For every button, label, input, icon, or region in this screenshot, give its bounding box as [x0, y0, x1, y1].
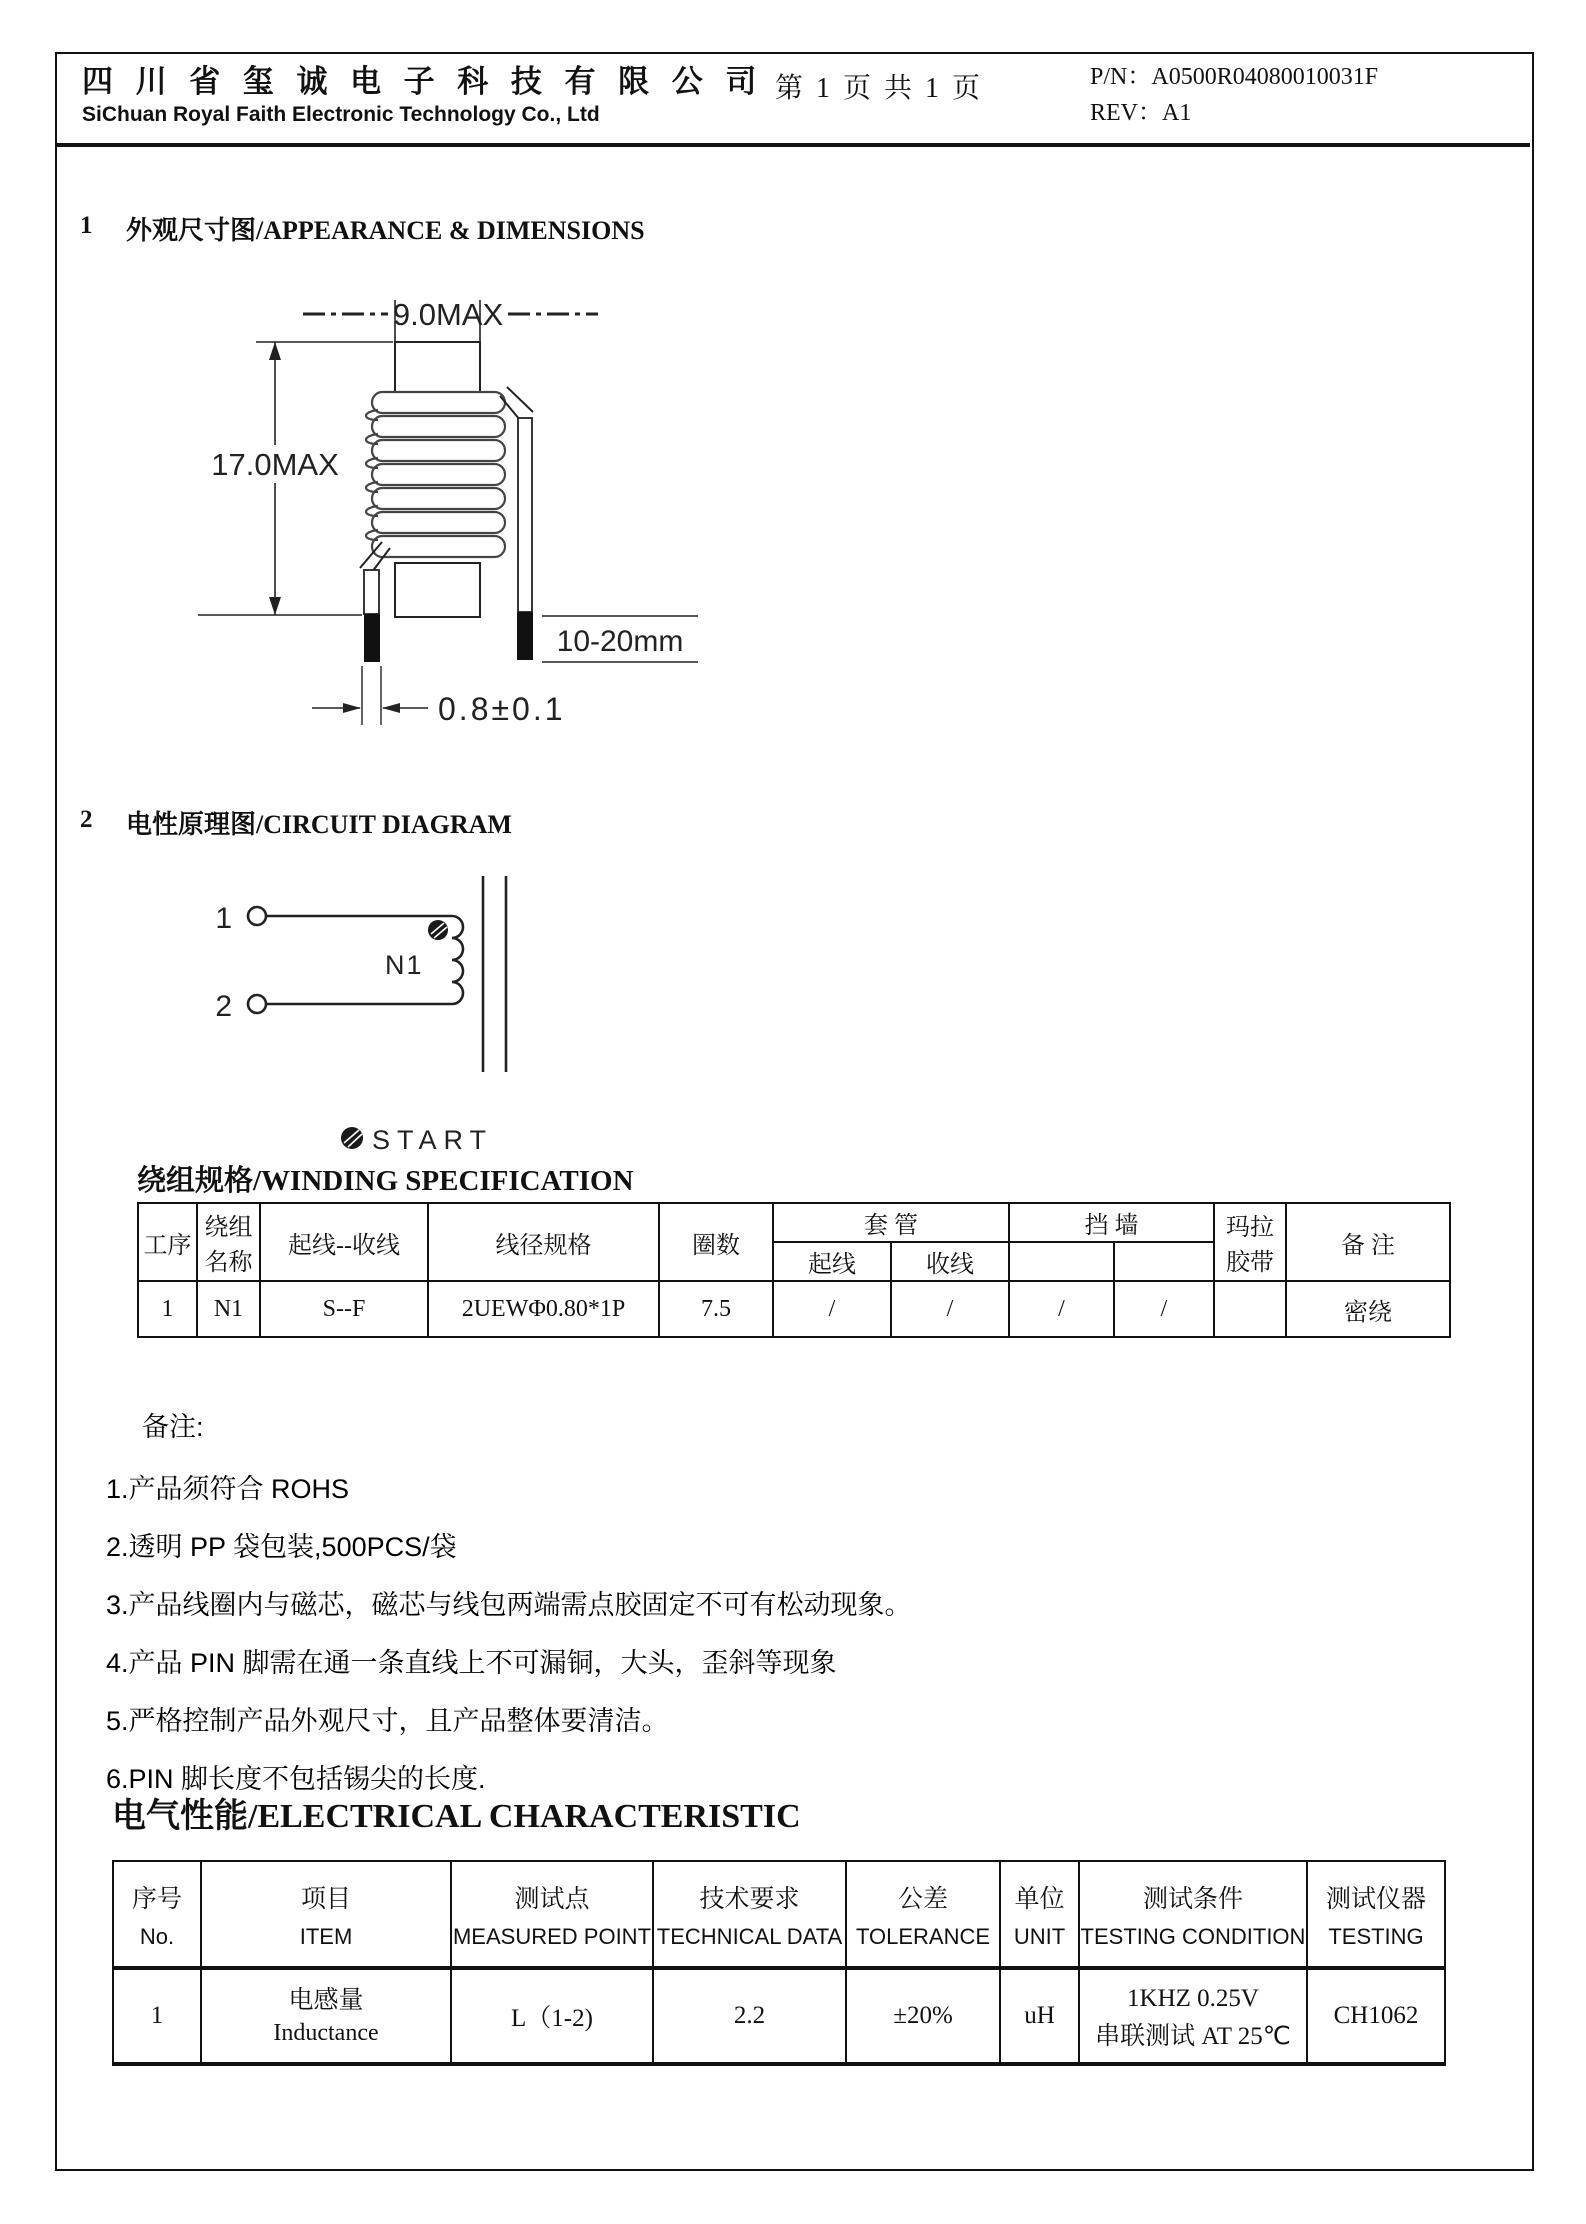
start-legend-label: START — [372, 1125, 494, 1155]
eh-point-cn: 测试点 — [514, 1885, 590, 1913]
eh-point — [451, 1861, 653, 1968]
eh-unit — [1000, 1861, 1079, 1968]
dim-width-label: 9.0MAX — [392, 297, 504, 332]
cell-sleeve-start: / — [773, 1281, 891, 1337]
eh-data-cn: 技术要求 — [699, 1885, 800, 1913]
dimension-drawing — [150, 280, 710, 750]
pin-left-tip — [364, 614, 380, 662]
col-header-sleeve: 套 管 — [773, 1203, 1009, 1242]
note-3: 3.产品线圈内与磁芯，磁芯与线包两端需点胶固定不可有松动现象。 — [106, 1590, 912, 1620]
section2-number: 2 — [80, 806, 93, 833]
cell-barrier-b: / — [1114, 1281, 1214, 1337]
electrical-row — [113, 1968, 1445, 2064]
cell-start-end: S--F — [260, 1281, 428, 1337]
ec-data: 2.2 — [653, 1968, 846, 2064]
start-dot — [428, 920, 448, 940]
company-name-en: SiChuan Royal Faith Electronic Technology Co., Ltd — [82, 103, 600, 126]
eh-data — [653, 1861, 846, 1968]
col-header-sleeve-end: 收线 — [891, 1242, 1009, 1281]
eh-instrument — [1307, 1861, 1445, 1968]
col-header-start-end: 起线--收线 — [260, 1203, 428, 1281]
eh-item — [201, 1861, 451, 1968]
ec-unit: uH — [1000, 1968, 1079, 2064]
eh-cond-cn: 测试条件 — [1142, 1885, 1243, 1913]
pin-right — [518, 418, 532, 612]
pin-left — [364, 570, 379, 614]
cell-mylar — [1214, 1281, 1286, 1337]
ec-item-cn: 电感量 — [288, 1986, 364, 2014]
note-1: 1.产品须符合 ROHS — [106, 1474, 350, 1504]
cell-winding-name: N1 — [197, 1281, 260, 1337]
eh-item-en: ITEM — [299, 1924, 353, 1950]
ec-cond-line1: 1KHZ 0.25V — [1127, 1984, 1259, 2012]
eh-no-en: No. — [139, 1924, 175, 1950]
circuit-diagram — [180, 860, 540, 1170]
cell-barrier-a: / — [1009, 1281, 1114, 1337]
inductor-symbol — [452, 916, 463, 1004]
cell-sleeve-end: / — [891, 1281, 1009, 1337]
section1-number: 1 — [80, 212, 93, 239]
core-top — [395, 342, 480, 392]
pin-right-tip — [517, 612, 533, 660]
ec-instrument: CH1062 — [1307, 1968, 1445, 2064]
col-header-wire-spec: 线径规格 — [428, 1203, 659, 1281]
ec-item — [201, 1968, 451, 2064]
core-bottom — [395, 563, 480, 617]
note-6: 6.PIN 脚长度不包括锡尖的长度. — [106, 1764, 486, 1794]
page-count: 第 1 页 共 1 页 — [775, 73, 984, 104]
col-header-barrier-b — [1114, 1242, 1214, 1281]
col-header-sleeve-start: 起线 — [773, 1242, 891, 1281]
dim-height-label: 17.0MAX — [211, 447, 339, 482]
ec-cond-line2: 串联测试 AT 25℃ — [1095, 2022, 1291, 2050]
eh-cond-en: TESTING CONDITION — [1080, 1924, 1306, 1950]
col-header-remark: 备 注 — [1286, 1203, 1450, 1281]
eh-point-en: MEASURED POINT — [452, 1924, 652, 1950]
cell-process: 1 — [138, 1281, 197, 1337]
eh-no — [113, 1861, 201, 1968]
col-header-barrier-a — [1009, 1242, 1114, 1281]
ec-tolerance: ±20% — [846, 1968, 1000, 2064]
ec-condition — [1079, 1968, 1307, 2064]
electrical-title: 电气性能/ELECTRICAL CHARACTERISTIC — [112, 1798, 801, 1835]
pn-label: P/N： — [1090, 64, 1152, 90]
rev-label: REV： — [1090, 100, 1162, 126]
col-header-mylar: 玛拉胶带 — [1214, 1203, 1286, 1281]
coil-winding — [366, 392, 505, 557]
dim-pin-length-label: 10-20mm — [556, 625, 684, 658]
eh-tol-en: TOLERANCE — [855, 1924, 991, 1950]
eh-unit-cn: 单位 — [1014, 1885, 1065, 1913]
cell-remark: 密绕 — [1286, 1281, 1450, 1337]
start-legend-dot — [341, 1127, 363, 1149]
winding-spec-table — [137, 1202, 1451, 1338]
winding-spec-title: 绕组规格/WINDING SPECIFICATION — [137, 1165, 634, 1197]
winding-label: N1 — [385, 950, 424, 980]
section2-title: 电性原理图/CIRCUIT DIAGRAM — [126, 810, 512, 839]
ec-item-en: Inductance — [273, 2019, 379, 2046]
electrical-table — [112, 1860, 1446, 2066]
notes-title: 备注: — [142, 1412, 204, 1442]
circuit-pin1-label: 1 — [215, 902, 232, 935]
part-number — [1090, 56, 1378, 91]
terminal-1 — [248, 907, 266, 925]
cell-wire-spec: 2UEWΦ0.80*1P — [428, 1281, 659, 1337]
col-header-turns: 圈数 — [659, 1203, 773, 1281]
col-header-barrier: 挡 墙 — [1009, 1203, 1214, 1242]
ec-no: 1 — [113, 1968, 201, 2064]
rev-value: A1 — [1162, 100, 1192, 126]
circuit-pin2-label: 2 — [215, 990, 232, 1023]
pn-value: A0500R04080010031F — [1151, 64, 1379, 90]
col-header-winding-name: 绕组名称 — [197, 1203, 260, 1281]
eh-no-cn: 序号 — [131, 1885, 182, 1913]
eh-condition — [1079, 1861, 1307, 1968]
eh-inst-en: TESTING — [1328, 1924, 1424, 1950]
note-4: 4.产品 PIN 脚需在通一条直线上不可漏铜，大头，歪斜等现象 — [106, 1648, 837, 1678]
revision — [1090, 92, 1191, 127]
eh-tolerance — [846, 1861, 1000, 1968]
note-5: 5.严格控制产品外观尺寸，且产品整体要清洁。 — [106, 1706, 669, 1736]
cell-turns: 7.5 — [659, 1281, 773, 1337]
ec-point: L（1-2) — [451, 1968, 653, 2064]
eh-data-en: TECHNICAL DATA — [656, 1924, 843, 1950]
terminal-2 — [248, 995, 266, 1013]
company-name-cn: 四 川 省 玺 诚 电 子 科 技 有 限 公 司 — [82, 64, 764, 99]
eh-inst-cn: 测试仪器 — [1325, 1885, 1426, 1913]
winding-row — [138, 1281, 1450, 1337]
dim-pin-diameter-label: 0.8±0.1 — [438, 691, 566, 727]
header-divider — [57, 143, 1530, 147]
eh-tol-cn: 公差 — [897, 1885, 948, 1913]
note-2: 2.透明 PP 袋包装,500PCS/袋 — [106, 1532, 457, 1562]
eh-item-cn: 项目 — [300, 1885, 351, 1913]
col-header-process: 工序 — [138, 1203, 197, 1281]
eh-unit-en: UNIT — [1013, 1924, 1066, 1950]
section1-title: 外观尺寸图/APPEARANCE & DIMENSIONS — [126, 216, 645, 245]
